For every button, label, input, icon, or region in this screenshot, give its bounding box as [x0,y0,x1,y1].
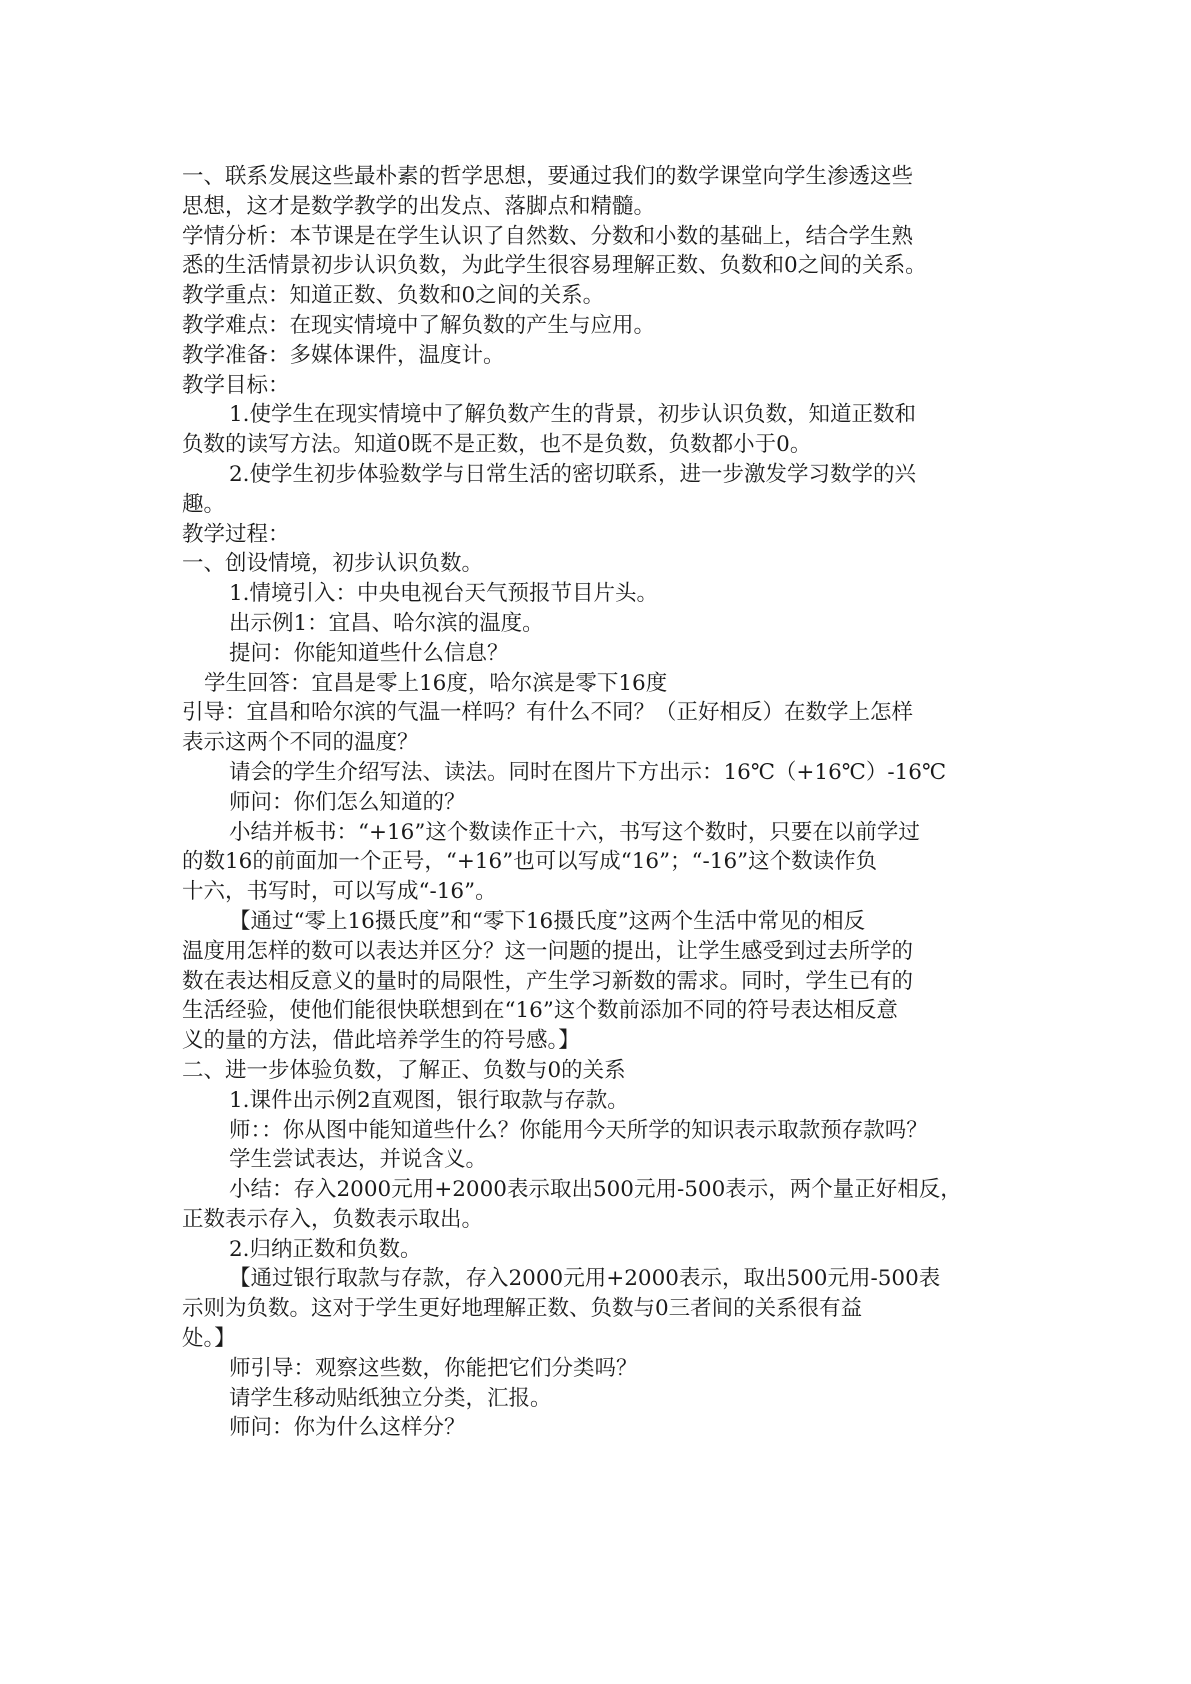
text-line: 趣。 [182,491,226,517]
text-line: 小结：存入2000元用+2000表示取出500元用-500表示，两个量正好相反， [229,1177,962,1203]
text-line: 出示例1：宜昌、哈尔滨的温度。 [229,610,544,636]
text-line: 【通过银行取款与存款，存入2000元用+2000表示，取出500元用-500表 [229,1266,941,1292]
text-line: 师问：你为什么这样分？ [229,1415,466,1441]
text-line: 生活经验，使他们能很快联想到在“16”这个数前添加不同的符号表达相反意 [182,998,898,1024]
text-line: 表示这两个不同的温度？ [182,730,419,756]
text-line: 二、进一步体验负数，了解正、负数与0的关系 [182,1057,626,1083]
text-line: 负数的读写方法。知道0既不是正数，也不是负数，负数都小于0。 [182,432,812,458]
text-line: 正数表示存入，负数表示取出。 [182,1206,484,1232]
text-line: 师引导：观察这些数，你能把它们分类吗？ [229,1355,638,1381]
text-line: 师问：你们怎么知道的？ [229,789,466,815]
text-line: 的数16的前面加一个正号，“+16”也可以写成“16”；“-16”这个数读作负 [182,849,878,875]
text-line: 2.归纳正数和负数。 [229,1236,422,1262]
text-line: 处。】 [182,1326,236,1352]
text-line: 数在表达相反意义的量时的局限性，产生学习新数的需求。同时，学生已有的 [182,968,914,994]
text-line: 一、创设情境，初步认识负数。 [182,551,484,577]
text-line: 示则为负数。这对于学生更好地理解正数、负数与0三者间的关系很有益 [182,1296,863,1322]
text-line: 教学难点：在现实情境中了解负数的产生与应用。 [182,312,656,338]
text-line: 2.使学生初步体验数学与日常生活的密切联系，进一步激发学习数学的兴 [229,461,917,487]
text-line: 思想，这才是数学教学的出发点、落脚点和精髓。 [182,193,656,219]
text-line: 【通过“零上16摄氏度”和“零下16摄氏度”这两个生活中常见的相反 [229,908,866,934]
text-line: 义的量的方法，借此培养学生的符号感。】 [182,1028,580,1054]
text-line: 1.使学生在现实情境中了解负数产生的背景，初步认识负数，知道正数和 [229,402,917,428]
text-line: 1.课件出示例2直观图，银行取款与存款。 [229,1087,629,1113]
text-line: 学情分析：本节课是在学生认识了自然数、分数和小数的基础上，结合学生熟 [182,223,914,249]
text-line: 教学目标： [182,372,290,398]
text-line: 教学重点：知道正数、负数和0之间的关系。 [182,283,605,309]
text-line: 引导：宜昌和哈尔滨的气温一样吗？有什么不同？（正好相反）在数学上怎样 [182,700,914,726]
text-line: 学生回答：宜昌是零上16度，哈尔滨是零下16度 [204,670,668,696]
text-line: 请会的学生介绍写法、读法。同时在图片下方出示：16℃（+16℃）-16℃ [229,759,947,785]
document-body [182,162,1012,1443]
text-line: 学生尝试表达，并说含义。 [229,1147,488,1173]
text-line: 师：：你从图中能知道些什么？你能用今天所学的知识表示取款预存款吗？ [229,1117,928,1143]
text-line: 请学生移动贴纸独立分类，汇报。 [229,1385,552,1411]
text-line: 小结并板书：“+16”这个数读作正十六，书写这个数时，只要在以前学过 [229,819,920,845]
text-line: 提问：你能知道些什么信息？ [229,640,509,666]
text-line: 1.情境引入：中央电视台天气预报节目片头。 [229,581,659,607]
text-line: 温度用怎样的数可以表达并区分？这一问题的提出，让学生感受到过去所学的 [182,938,914,964]
text-line: 十六，书写时，可以写成“-16”。 [182,879,497,905]
text-line: 教学准备：多媒体课件，温度计。 [182,342,505,368]
text-line: 教学过程： [182,521,290,547]
text-line: 悉的生活情景初步认识负数，为此学生很容易理解正数、负数和0之间的关系。 [182,253,927,279]
text-line: 一、联系发展这些最朴素的哲学思想，要通过我们的数学课堂向学生渗透这些 [182,164,914,189]
